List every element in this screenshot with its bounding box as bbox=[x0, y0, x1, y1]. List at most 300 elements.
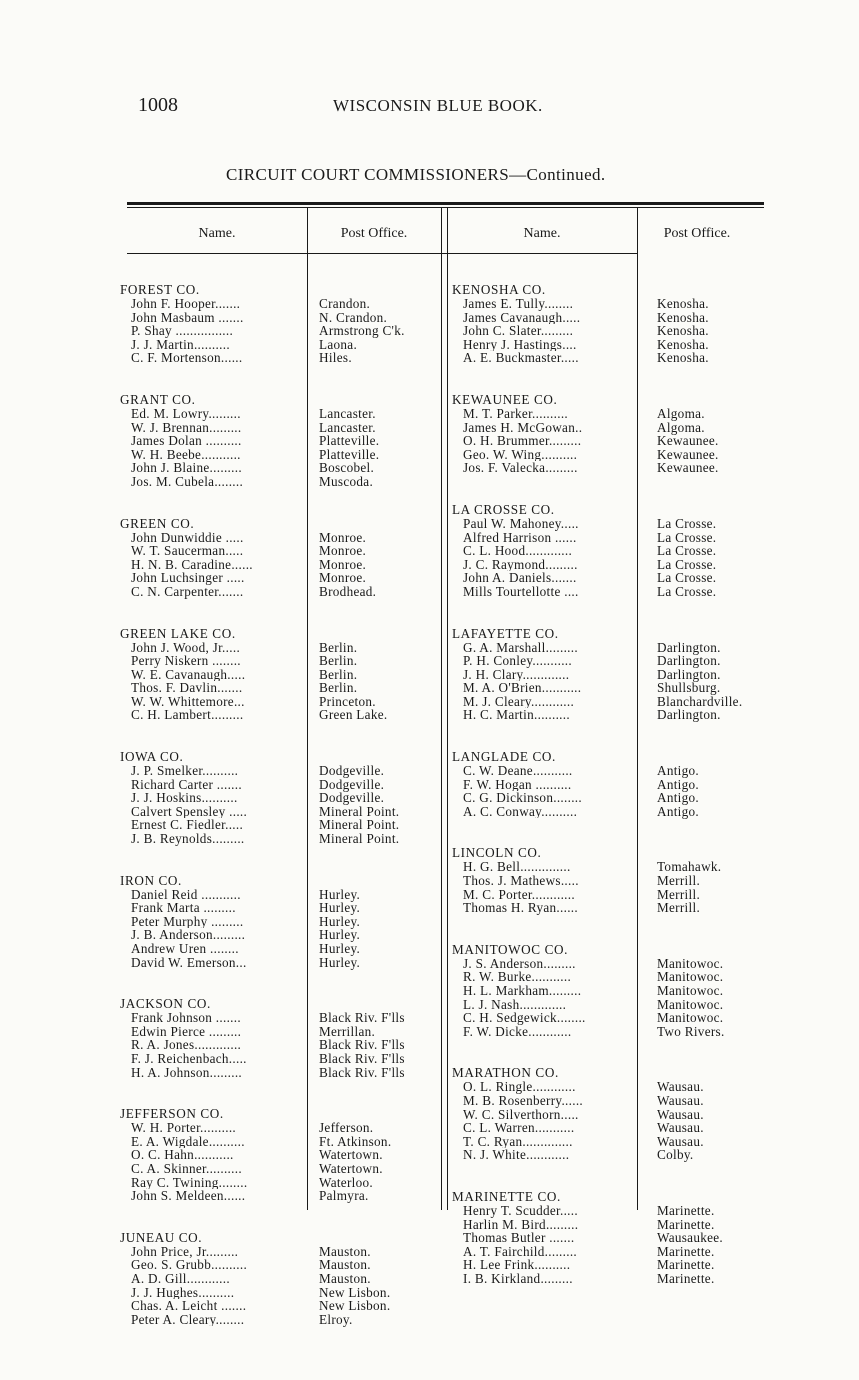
commissioner-row bbox=[120, 1313, 440, 1327]
post-office: Watertown. bbox=[319, 1160, 383, 1176]
county-spacer bbox=[452, 599, 762, 627]
commissioner-name: Ernest C. Fiedler..... bbox=[131, 818, 244, 833]
post-office: Berlin. bbox=[319, 653, 358, 669]
commissioner-row bbox=[452, 708, 762, 722]
post-office: La Crosse. bbox=[657, 556, 717, 572]
post-office: Darlington. bbox=[657, 707, 721, 723]
post-office: Wausau. bbox=[657, 1079, 704, 1095]
county-spacer bbox=[120, 846, 440, 874]
running-head: WISCONSIN BLUE BOOK. bbox=[333, 96, 543, 115]
commissioner-name: Daniel Reid ........... bbox=[131, 887, 241, 902]
post-office: Marinette. bbox=[657, 1216, 715, 1232]
post-office: Merrill. bbox=[657, 900, 701, 916]
commissioner-row bbox=[452, 434, 762, 448]
commissioner-row bbox=[120, 1011, 440, 1025]
post-office: Mauston. bbox=[319, 1270, 371, 1286]
commissioner-name: M. C. Porter............ bbox=[463, 887, 575, 902]
post-office: Blanchardville. bbox=[657, 693, 743, 709]
post-office: Hurley. bbox=[319, 927, 361, 943]
post-office: Colby. bbox=[657, 1147, 694, 1163]
commissioner-row bbox=[452, 984, 762, 998]
commissioner-row bbox=[452, 695, 762, 709]
commissioner-row bbox=[120, 338, 440, 352]
post-office: Kewaunee. bbox=[657, 433, 719, 449]
post-office: Boscobel. bbox=[319, 460, 375, 476]
commissioner-name: Jos. F. Valecka......... bbox=[463, 461, 578, 475]
post-office: Watertown. bbox=[319, 1147, 383, 1163]
post-office: Darlington. bbox=[657, 639, 721, 655]
commissioner-name: M. A. O'Brien........... bbox=[463, 681, 582, 695]
commissioner-row bbox=[120, 805, 440, 819]
post-office: Kewaunee. bbox=[657, 460, 719, 476]
commissioner-name: John Masbaum ....... bbox=[131, 310, 244, 325]
county-group bbox=[120, 1231, 440, 1327]
commissioner-name: H. N. B. Caradine...... bbox=[131, 557, 253, 572]
commissioner-row bbox=[452, 311, 762, 325]
commissioner-row bbox=[120, 668, 440, 682]
commissioner-name: W. T. Saucerman..... bbox=[131, 544, 244, 558]
post-office: Princeton. bbox=[319, 693, 376, 709]
commissioner-name: W. C. Silverthorn..... bbox=[463, 1107, 579, 1122]
commissioner-name: Thos. J. Mathews..... bbox=[463, 874, 579, 888]
commissioner-row bbox=[120, 407, 440, 421]
commissioner-row bbox=[452, 805, 762, 819]
post-office: Berlin. bbox=[319, 680, 358, 696]
commissioner-row bbox=[452, 571, 762, 585]
post-office: Mauston. bbox=[319, 1257, 371, 1273]
commissioner-name: Frank Marta ......... bbox=[131, 901, 236, 915]
commissioner-name: C. G. Dickinson........ bbox=[463, 791, 582, 805]
post-office: Hurley. bbox=[319, 941, 361, 956]
post-office: Kenosha. bbox=[657, 350, 709, 366]
commissioner-name: W. W. Whittemore... bbox=[131, 694, 245, 709]
commissioner-name: Andrew Uren ........ bbox=[131, 942, 239, 956]
post-office: Manitowoc. bbox=[657, 983, 724, 998]
post-office: Berlin. bbox=[319, 639, 358, 655]
county-group bbox=[120, 627, 440, 723]
county-heading: MARATHON CO. bbox=[452, 1065, 559, 1081]
commissioner-row bbox=[452, 874, 762, 888]
commissioner-row bbox=[120, 475, 440, 489]
county-heading: LINCOLN CO. bbox=[452, 845, 542, 861]
commissioner-row bbox=[452, 1094, 762, 1108]
commissioner-row bbox=[120, 1038, 440, 1052]
commissioner-name: James Cavanaugh..... bbox=[463, 310, 581, 325]
post-office: Two Rivers. bbox=[657, 1023, 725, 1039]
county-spacer bbox=[120, 489, 440, 517]
commissioner-name: N. J. White............ bbox=[463, 1148, 570, 1162]
county-group bbox=[452, 1066, 762, 1162]
commissioner-row bbox=[120, 421, 440, 435]
commissioner-name: M. T. Parker.......... bbox=[463, 406, 569, 421]
commissioner-name: C. W. Deane........... bbox=[463, 764, 573, 778]
commissioner-row bbox=[120, 448, 440, 462]
commissioner-row bbox=[120, 888, 440, 902]
header-underline-rule bbox=[127, 253, 637, 254]
county-group bbox=[120, 517, 440, 599]
commissioner-name: Paul W. Mahoney..... bbox=[463, 516, 579, 531]
post-office: Platteville. bbox=[319, 446, 380, 462]
commissioner-name: John F. Hooper....... bbox=[131, 297, 241, 311]
commissioner-name: R. W. Burke........... bbox=[463, 970, 572, 984]
commissioner-row bbox=[452, 558, 762, 572]
post-office: Wausau. bbox=[657, 1092, 704, 1108]
commissioner-row bbox=[452, 1135, 762, 1149]
commissioner-row bbox=[120, 1258, 440, 1272]
commissioner-name: C. H. Lambert......... bbox=[131, 708, 244, 723]
commissioner-row bbox=[452, 531, 762, 545]
commissioner-name: F. J. Reichenbach..... bbox=[131, 1051, 247, 1066]
commissioner-name: Jos. M. Cubela........ bbox=[131, 474, 244, 489]
commissioner-name: J. B. Reynolds......... bbox=[131, 832, 245, 846]
commissioner-row bbox=[452, 338, 762, 352]
commissioner-row bbox=[120, 901, 440, 915]
commissioner-name: John A. Daniels....... bbox=[463, 571, 577, 585]
commissioner-row bbox=[120, 818, 440, 832]
commissioner-row bbox=[452, 668, 762, 682]
commissioner-name: Edwin Pierce ......... bbox=[131, 1024, 242, 1039]
commissioner-row bbox=[120, 942, 440, 956]
county-group bbox=[452, 283, 762, 365]
post-office: Lancaster. bbox=[319, 405, 376, 421]
commissioner-name: A. D. Gill............ bbox=[131, 1271, 230, 1286]
commissioner-row bbox=[452, 888, 762, 902]
post-office: Wausaukee. bbox=[657, 1230, 724, 1246]
post-office: Mineral Point. bbox=[319, 803, 400, 819]
commissioner-name: C. F. Mortenson...... bbox=[131, 351, 243, 365]
post-office: Black Riv. F'lls bbox=[319, 1064, 405, 1080]
commissioner-name: C. A. Skinner.......... bbox=[131, 1161, 242, 1176]
post-office: Hiles. bbox=[319, 350, 352, 366]
county-group bbox=[120, 283, 440, 365]
commissioner-row bbox=[120, 641, 440, 655]
county-heading: JUNEAU CO. bbox=[120, 1229, 203, 1245]
post-office: Dodgeville. bbox=[319, 790, 385, 806]
commissioner-row bbox=[452, 351, 762, 365]
commissioner-name: J. S. Anderson......... bbox=[463, 956, 576, 971]
post-office: Kenosha. bbox=[657, 336, 709, 352]
post-office: Kenosha. bbox=[657, 296, 709, 311]
commissioner-name: J. P. Smelker.......... bbox=[131, 764, 239, 778]
post-office: Merrillan. bbox=[319, 1023, 376, 1039]
commissioner-row bbox=[452, 407, 762, 421]
county-heading: IOWA CO. bbox=[120, 749, 184, 765]
county-heading: GRANT CO. bbox=[120, 391, 196, 407]
commissioner-name: James H. McGowan.. bbox=[463, 420, 583, 435]
top-double-rule bbox=[127, 202, 764, 205]
commissioner-row bbox=[452, 681, 762, 695]
commissioner-name: P. H. Conley........... bbox=[463, 654, 572, 668]
column-divider bbox=[447, 208, 448, 1210]
commissioner-row bbox=[452, 998, 762, 1012]
post-office: Wausau. bbox=[657, 1120, 704, 1136]
commissioner-name: H. A. Johnson......... bbox=[131, 1065, 243, 1080]
page-number: 1008 bbox=[138, 94, 178, 116]
post-office: Algoma. bbox=[657, 405, 705, 421]
county-group bbox=[120, 1107, 440, 1203]
column-divider bbox=[441, 208, 442, 1210]
commissioner-name: Thomas Butler ....... bbox=[463, 1231, 575, 1245]
commissioner-name: C. L. Warren........... bbox=[463, 1121, 575, 1135]
commissioner-row bbox=[452, 1258, 762, 1272]
commissioner-row bbox=[452, 1218, 762, 1232]
county-heading: LA CROSSE CO. bbox=[452, 501, 555, 517]
commissioner-name: T. C. Ryan.............. bbox=[463, 1134, 573, 1149]
county-heading: LANGLADE CO. bbox=[452, 749, 556, 765]
county-group bbox=[120, 750, 440, 846]
commissioner-row bbox=[120, 1135, 440, 1149]
commissioner-row bbox=[120, 1286, 440, 1300]
post-office: Antigo. bbox=[657, 790, 700, 806]
commissioner-row bbox=[452, 1245, 762, 1259]
post-office: Antigo. bbox=[657, 763, 700, 779]
commissioner-name: James Dolan .......... bbox=[131, 434, 242, 448]
commissioner-name: Ed. M. Lowry......... bbox=[131, 406, 241, 421]
commissioner-name: John J. Wood, Jr..... bbox=[131, 640, 241, 655]
commissioner-row bbox=[452, 517, 762, 531]
commissioner-row bbox=[452, 901, 762, 915]
commissioner-row bbox=[120, 461, 440, 475]
commissioner-row bbox=[452, 1011, 762, 1025]
commissioner-row bbox=[452, 641, 762, 655]
commissioner-row bbox=[120, 915, 440, 929]
post-office: Monroe. bbox=[319, 529, 367, 545]
right-column bbox=[452, 283, 762, 1286]
commissioner-name: Thomas H. Ryan...... bbox=[463, 901, 578, 915]
county-group bbox=[452, 503, 762, 599]
commissioner-row bbox=[120, 571, 440, 585]
commissioner-row bbox=[452, 585, 762, 599]
commissioner-name: John Dunwiddie ..... bbox=[131, 530, 244, 545]
commissioner-row bbox=[452, 1080, 762, 1094]
post-office: Black Riv. F'lls bbox=[319, 1050, 405, 1066]
post-office: La Crosse. bbox=[657, 583, 717, 599]
header-name-left: Name. bbox=[198, 226, 236, 241]
commissioner-row bbox=[452, 791, 762, 805]
county-group bbox=[452, 750, 762, 818]
post-office: Marinette. bbox=[657, 1270, 715, 1286]
county-heading: GREEN LAKE CO. bbox=[120, 625, 236, 641]
post-office: Armstrong C'k. bbox=[319, 323, 405, 339]
top-thin-rule bbox=[127, 207, 764, 208]
commissioner-name: Ray C. Twining........ bbox=[131, 1175, 248, 1190]
post-office: Hurley. bbox=[319, 886, 361, 902]
post-office: N. Crandon. bbox=[319, 309, 388, 325]
commissioner-name: W. E. Cavanaugh..... bbox=[131, 667, 246, 682]
commissioner-row bbox=[120, 351, 440, 365]
commissioner-row bbox=[452, 461, 762, 475]
post-office: Mauston. bbox=[319, 1243, 371, 1259]
post-office: Dodgeville. bbox=[319, 776, 385, 792]
commissioner-row bbox=[120, 531, 440, 545]
post-office: Green Lake. bbox=[319, 707, 388, 723]
left-column bbox=[120, 283, 440, 1326]
post-office: Mineral Point. bbox=[319, 817, 400, 833]
commissioner-name: E. A. Wigdale.......... bbox=[131, 1134, 245, 1149]
commissioner-row bbox=[452, 448, 762, 462]
commissioner-row bbox=[452, 1231, 762, 1245]
commissioner-row bbox=[452, 1204, 762, 1218]
post-office: Algoma. bbox=[657, 419, 705, 435]
commissioner-row bbox=[452, 1108, 762, 1122]
post-office: Berlin. bbox=[319, 666, 358, 682]
commissioner-row bbox=[452, 1148, 762, 1162]
commissioner-name: Peter Murphy ......... bbox=[131, 914, 244, 929]
post-office: Manitowoc. bbox=[657, 955, 724, 971]
commissioner-name: H. Lee Frink.......... bbox=[463, 1258, 571, 1272]
commissioner-name: J. B. Anderson......... bbox=[131, 928, 246, 942]
post-office: Monroe. bbox=[319, 570, 367, 586]
post-office: La Crosse. bbox=[657, 515, 717, 531]
commissioner-row bbox=[120, 778, 440, 792]
commissioner-name: O. L. Ringle............ bbox=[463, 1080, 576, 1094]
commissioner-row bbox=[452, 970, 762, 984]
commissioner-name: F. W. Dicke............ bbox=[463, 1024, 572, 1039]
commissioner-row bbox=[452, 1025, 762, 1039]
commissioner-row bbox=[452, 654, 762, 668]
post-office: Kenosha. bbox=[657, 309, 709, 325]
post-office: Marinette. bbox=[657, 1202, 715, 1218]
commissioner-name: L. J. Nash............. bbox=[463, 997, 567, 1012]
post-office: Laona. bbox=[319, 336, 358, 352]
county-group bbox=[120, 997, 440, 1079]
post-office: Palmyra. bbox=[319, 1188, 369, 1204]
commissioner-name: John Price, Jr......... bbox=[131, 1244, 239, 1259]
header-post-office-left: Post Office. bbox=[340, 226, 408, 241]
county-spacer bbox=[120, 599, 440, 627]
commissioner-name: M. J. Cleary............ bbox=[463, 694, 575, 709]
commissioner-row bbox=[120, 558, 440, 572]
commissioner-row bbox=[452, 324, 762, 338]
commissioner-row bbox=[120, 1025, 440, 1039]
commissioner-name: O. C. Hahn........... bbox=[131, 1148, 234, 1162]
commissioner-row bbox=[452, 544, 762, 558]
commissioner-name: M. B. Rosenberry...... bbox=[463, 1093, 584, 1108]
county-spacer bbox=[120, 1079, 440, 1107]
post-office: Darlington. bbox=[657, 666, 721, 682]
county-spacer bbox=[452, 915, 762, 943]
commissioner-name: John J. Blaine......... bbox=[131, 461, 242, 475]
post-office: Platteville. bbox=[319, 433, 380, 449]
section-title: CIRCUIT COURT COMMISSIONERS—Continued. bbox=[226, 165, 606, 184]
commissioner-row bbox=[120, 764, 440, 778]
post-office: Elroy. bbox=[319, 1311, 353, 1327]
commissioner-row bbox=[120, 1176, 440, 1190]
commissioner-name: Henry T. Scudder..... bbox=[463, 1203, 578, 1218]
post-office: La Crosse. bbox=[657, 570, 717, 586]
county-heading: LAFAYETTE CO. bbox=[452, 625, 559, 641]
commissioner-name: J. J. Hoskins.......... bbox=[131, 791, 238, 805]
county-spacer bbox=[452, 475, 762, 503]
commissioner-name: David W. Emerson... bbox=[131, 955, 247, 970]
commissioner-row bbox=[452, 778, 762, 792]
commissioner-name: John S. Meldeen...... bbox=[131, 1189, 246, 1203]
commissioner-name: Henry J. Hastings.... bbox=[463, 337, 577, 352]
commissioner-row bbox=[120, 585, 440, 599]
county-heading: MANITOWOC CO. bbox=[452, 941, 568, 957]
commissioner-row bbox=[120, 695, 440, 709]
commissioner-row bbox=[120, 1148, 440, 1162]
commissioner-row bbox=[120, 1066, 440, 1080]
post-office: Black Riv. F'lls bbox=[319, 1010, 405, 1026]
commissioner-name: O. H. Brummer......... bbox=[463, 434, 582, 448]
commissioner-name: P. Shay ................ bbox=[131, 324, 234, 338]
post-office: Jefferson. bbox=[319, 1120, 374, 1136]
commissioner-row bbox=[452, 421, 762, 435]
county-group bbox=[120, 393, 440, 489]
post-office: Dodgeville. bbox=[319, 763, 385, 779]
post-office: Lancaster. bbox=[319, 419, 376, 435]
commissioner-name: R. A. Jones............. bbox=[131, 1038, 242, 1052]
commissioner-row bbox=[120, 1272, 440, 1286]
post-office: Brodhead. bbox=[319, 583, 377, 599]
commissioner-row bbox=[120, 1245, 440, 1259]
post-office: Waterloo. bbox=[319, 1174, 374, 1190]
commissioner-name: H. C. Martin.......... bbox=[463, 708, 570, 723]
commissioner-name: C. N. Carpenter....... bbox=[131, 584, 244, 599]
county-heading: GREEN CO. bbox=[120, 515, 195, 531]
post-office: Tomahawk. bbox=[657, 859, 722, 875]
county-spacer bbox=[452, 722, 762, 750]
county-spacer bbox=[452, 1162, 762, 1190]
commissioner-name: John Luchsinger ..... bbox=[131, 571, 245, 585]
county-spacer bbox=[120, 1203, 440, 1231]
commissioner-name: C. L. Hood............. bbox=[463, 544, 573, 558]
commissioner-name: Geo. W. Wing.......... bbox=[463, 447, 578, 462]
county-group bbox=[452, 393, 762, 475]
county-spacer bbox=[120, 365, 440, 393]
commissioner-name: J. J. Hughes.......... bbox=[131, 1285, 235, 1300]
commissioner-name: Mills Tourtellotte .... bbox=[463, 584, 579, 599]
commissioner-row bbox=[120, 544, 440, 558]
county-group bbox=[452, 846, 762, 914]
county-heading: KEWAUNEE CO. bbox=[452, 391, 558, 407]
commissioner-name: H. L. Markham......... bbox=[463, 984, 582, 998]
commissioner-name: Richard Carter ....... bbox=[131, 777, 242, 792]
post-office: Black Riv. F'lls bbox=[319, 1037, 405, 1053]
post-office: Wausau. bbox=[657, 1106, 704, 1122]
commissioner-name: Peter A. Cleary........ bbox=[131, 1312, 245, 1327]
commissioner-row bbox=[452, 297, 762, 311]
commissioner-name: A. E. Buckmaster..... bbox=[463, 351, 579, 365]
commissioner-row bbox=[120, 654, 440, 668]
post-office: Manitowoc. bbox=[657, 996, 724, 1012]
commissioner-row bbox=[120, 311, 440, 325]
commissioner-name: W. J. Brennan......... bbox=[131, 420, 242, 435]
county-group bbox=[452, 1190, 762, 1286]
commissioner-name: J. C. Raymond......... bbox=[463, 557, 578, 572]
post-office: Marinette. bbox=[657, 1243, 715, 1259]
county-heading: KENOSHA CO. bbox=[452, 282, 546, 297]
commissioner-row bbox=[120, 681, 440, 695]
post-office: Manitowoc. bbox=[657, 969, 724, 985]
commissioner-name: W. H. Porter.......... bbox=[131, 1121, 237, 1135]
post-office: La Crosse. bbox=[657, 529, 717, 545]
commissioner-name: G. A. Marshall......... bbox=[463, 640, 578, 655]
commissioner-row bbox=[120, 1299, 440, 1313]
post-office: Hurley. bbox=[319, 954, 361, 970]
post-office: La Crosse. bbox=[657, 543, 717, 559]
commissioner-name: Thos. F. Davlin....... bbox=[131, 681, 243, 695]
commissioner-name: W. H. Beebe........... bbox=[131, 447, 241, 462]
commissioner-name: Calvert Spensley ..... bbox=[131, 804, 248, 819]
post-office: Merrill. bbox=[657, 886, 701, 902]
commissioner-row bbox=[120, 708, 440, 722]
commissioner-name: Harlin M. Bird......... bbox=[463, 1217, 579, 1232]
post-office: Crandon. bbox=[319, 296, 371, 311]
commissioner-row bbox=[120, 1121, 440, 1135]
county-group bbox=[452, 627, 762, 723]
